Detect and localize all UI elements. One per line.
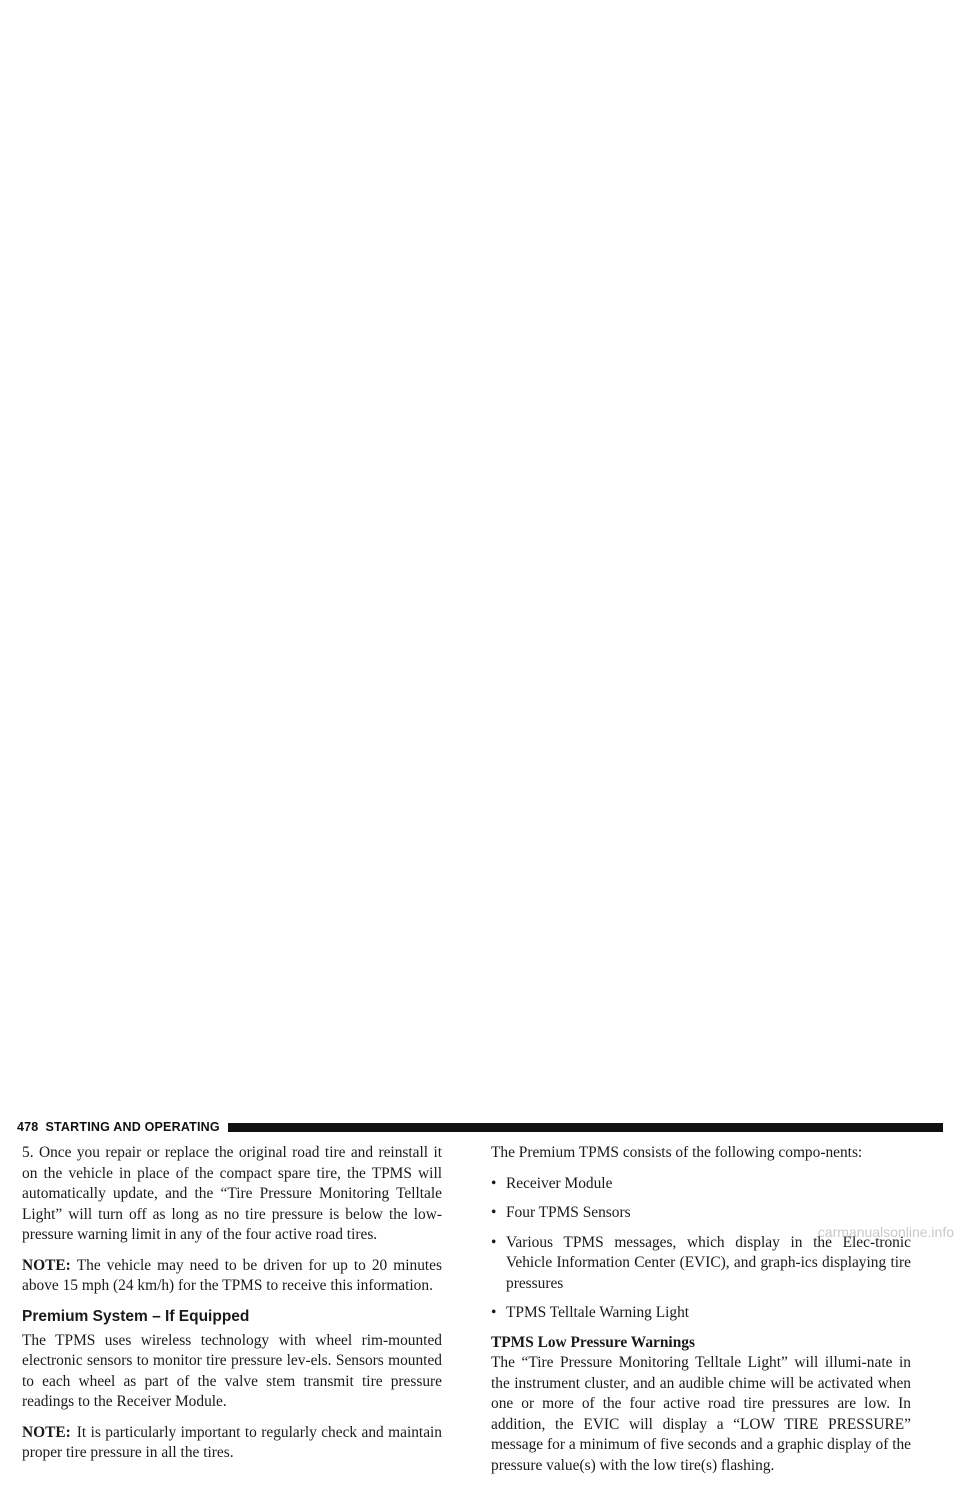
bullet-icon: • — [491, 1204, 497, 1221]
section-heading: Premium System – If Equipped — [22, 1307, 250, 1325]
right-column — [491, 1143, 911, 1486]
left-column — [22, 1143, 442, 1474]
bullet-icon: • — [491, 1233, 497, 1251]
note-text: The vehicle may need to be driven for up to 20 minutes above 15 mph (24 km/h) for the TPMS to receive this information. — [22, 1256, 442, 1294]
bullet-icon: • — [491, 1174, 497, 1192]
note-driving — [22, 1256, 442, 1297]
page-number: 478 — [17, 1120, 39, 1134]
paragraph-premium-system: The TPMS uses wireless technology with wheel rim-mounted electronic sensors to monitor tire pressure lev-els. Sensors mounted to each wheel as part of the valve stem transmit tire pressure readings to the Receiver Module. — [22, 1331, 442, 1410]
note-label: NOTE: — [22, 1423, 71, 1441]
footer-watermark: carmanualsonline.info — [817, 1224, 954, 1240]
list-item: • Various TPMS messages, which display in the Elec-tronic Vehicle Information Center (EVIC), and graph-ics displaying tire pressures — [491, 1233, 911, 1295]
bullet-icon: • — [491, 1304, 497, 1321]
subheading: TPMS Low Pressure Warnings — [491, 1333, 695, 1351]
components-list — [491, 1174, 911, 1324]
page-header — [17, 1118, 943, 1136]
note-tire-pressure — [22, 1423, 442, 1464]
list-item: • TPMS Telltale Warning Light — [491, 1303, 911, 1324]
header-rule — [228, 1123, 943, 1132]
list-item: • Four TPMS Sensors — [491, 1203, 911, 1224]
paragraph-low-pressure-warnings: The “Tire Pressure Monitoring Telltale Light” will illumi-nate in the instrument cluster, and an audible chime will be activated when one or more of the four active road tire pressures are low. In addition, the EVIC will display a “LOW TIRE PRESSURE” message for a minimum of five seconds and a graphic display of the pressure value(s) with the low tire(s) flashing. — [491, 1354, 911, 1474]
note-text: It is particularly important to regularly check and maintain proper tire pressure in all the tires. — [22, 1423, 442, 1461]
note-label: NOTE: — [22, 1256, 71, 1274]
paragraph-step-5: 5. Once you repair or replace the original road tire and reinstall it on the vehicle in place of the compact spare tire, the TPMS will automatically update, and the “Tire Pressure Monitoring Telltale Light” will turn off as long as no tire pressure is below the low-pressure warning limit in any of the four active road tires. — [22, 1144, 442, 1243]
section-title: STARTING AND OPERATING — [45, 1120, 220, 1134]
paragraph-components-intro: The Premium TPMS consists of the following compo-nents: — [491, 1144, 863, 1161]
list-item: • Receiver Module — [491, 1174, 911, 1195]
